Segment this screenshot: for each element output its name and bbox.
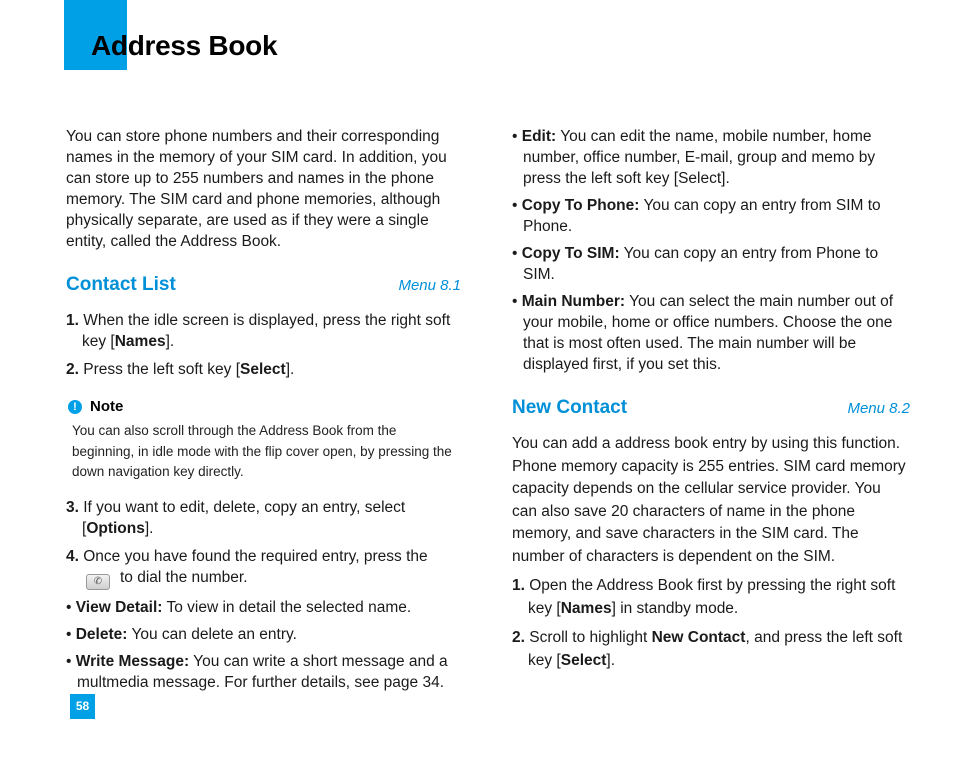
- step-number: 4.: [66, 547, 79, 565]
- step-text: ] in standby mode.: [611, 599, 739, 617]
- bullet-main-number: • Main Number: You can select the main number out of your mobile, home or office numbers. Choose the one that is most often used. The main number will be displayed first, if you set this.: [512, 293, 894, 373]
- step-2: [66, 359, 461, 380]
- key-name: Options: [86, 519, 145, 537]
- note-text: You can also scroll through the Address Book from the beginning, in idle mode with the flip cover open, by pressing the down navigation key directly.: [72, 423, 452, 479]
- bullet-copy-to-phone: • Copy To Phone: You can copy an entry from SIM to Phone.: [512, 197, 881, 235]
- bullet-text: You can copy an entry from SIM to Phone.: [523, 197, 881, 235]
- step-text: Open the Address Book first by pressing the right soft key [: [524, 577, 896, 617]
- step-text: to dial the number.: [120, 568, 248, 586]
- step-text: Press the left soft key [: [78, 361, 241, 378]
- step-number: 2.: [512, 629, 525, 646]
- bullet-term: Edit:: [521, 128, 557, 145]
- step-text: ].: [606, 651, 616, 669]
- bullet-write-message: • Write Message: You can write a short message and a multmedia message. For further details, see page 34.: [66, 652, 448, 691]
- step-text: Scroll to highlight: [524, 629, 652, 646]
- key-name: Names: [114, 333, 166, 350]
- step-1: [66, 310, 461, 352]
- new-contact-header: [512, 397, 910, 419]
- section-title: New Contact: [512, 397, 628, 418]
- send-key-icon: ✆: [86, 574, 110, 590]
- step-number: 1.: [512, 577, 525, 594]
- page-title: Address Book: [91, 30, 278, 61]
- bullet-term: Copy To Phone:: [521, 197, 640, 214]
- bullet-term: Write Message:: [75, 652, 190, 670]
- page-number: 58: [70, 694, 95, 719]
- bullet-text: You can select the main number out of your mobile, home or office numbers. Choose the one that is most often used. The main number will be displayed first, if you set this.: [523, 293, 894, 373]
- note-header: [66, 396, 461, 417]
- right-column: [512, 126, 910, 679]
- bullet-copy-to-sim: • Copy To SIM: You can copy an entry from Phone to SIM.: [512, 245, 879, 283]
- bullet-text: To view in detail the selected name.: [162, 598, 412, 616]
- menu-reference: Menu 8.1: [398, 277, 461, 294]
- key-name: Select: [560, 651, 607, 669]
- step-text: ].: [165, 333, 175, 350]
- left-column: [66, 126, 461, 699]
- bullet-term: Copy To SIM:: [521, 245, 620, 262]
- step-number: 3.: [66, 498, 79, 516]
- bullet-text: You can edit the name, mobile number, home number, office number, E-mail, group and memo by press the left soft key [Select].: [523, 128, 876, 187]
- new-contact-intro: You can add a address book entry by using this function. Phone memory capacity is 255 entries. SIM card memory capacity depends on the cellular service provider. You can also save 20 characters of name in the phone memory, and save characters in the SIM card. The number of characters is dependent on the SIM.: [512, 435, 906, 565]
- exclamation-circle-icon: !: [68, 400, 82, 414]
- bullet-text: You can delete an entry.: [127, 625, 297, 643]
- menu-item-name: New Contact: [651, 629, 746, 646]
- intro-paragraph: You can store phone numbers and their corresponding names in the memory of your SIM card. In addition, you can store up to 255 numbers and names in the phone memory. The SIM card and phone memories, although physically separate, are used as if they were a single entity, called the Address Book.: [66, 128, 447, 250]
- bullet-view-detail: • View Detail: To view in detail the selected name.: [66, 598, 412, 616]
- step-1: [512, 575, 910, 620]
- section-title: Contact List: [66, 274, 176, 295]
- key-name: Names: [560, 599, 612, 617]
- key-name: Select: [240, 361, 286, 378]
- bullet-text: You can copy an entry from Phone to SIM.: [523, 245, 879, 283]
- step-4: [66, 546, 461, 590]
- step-text: Once you have found the required entry, press the: [78, 547, 428, 565]
- step-text: If you want to edit, delete, copy an entry, select [: [78, 498, 406, 537]
- bullet-edit: • Edit: You can edit the name, mobile number, home number, office number, E-mail, group and memo by press the left soft key [Select].: [512, 128, 876, 187]
- step-3: [66, 497, 461, 539]
- note-box: [66, 396, 461, 483]
- step-text: ].: [144, 519, 154, 537]
- step-text: When the idle screen is displayed, press the right soft key [: [78, 312, 451, 350]
- step-2: [512, 627, 910, 672]
- step-text: ].: [285, 361, 295, 378]
- bullet-delete: • Delete: You can delete an entry.: [66, 625, 297, 643]
- step-number: 1.: [66, 312, 79, 329]
- bullet-term: Delete:: [75, 625, 128, 643]
- note-label: Note: [90, 398, 124, 415]
- contact-list-header: [66, 274, 461, 296]
- menu-reference: Menu 8.2: [847, 400, 910, 417]
- bullet-text: You can write a short message and a multmedia message. For further details, see page 34.: [77, 652, 448, 691]
- bullet-term: Main Number:: [521, 293, 626, 310]
- step-number: 2.: [66, 361, 79, 378]
- bullet-term: View Detail:: [75, 598, 163, 616]
- step-text: , and press the left soft key [: [528, 629, 903, 669]
